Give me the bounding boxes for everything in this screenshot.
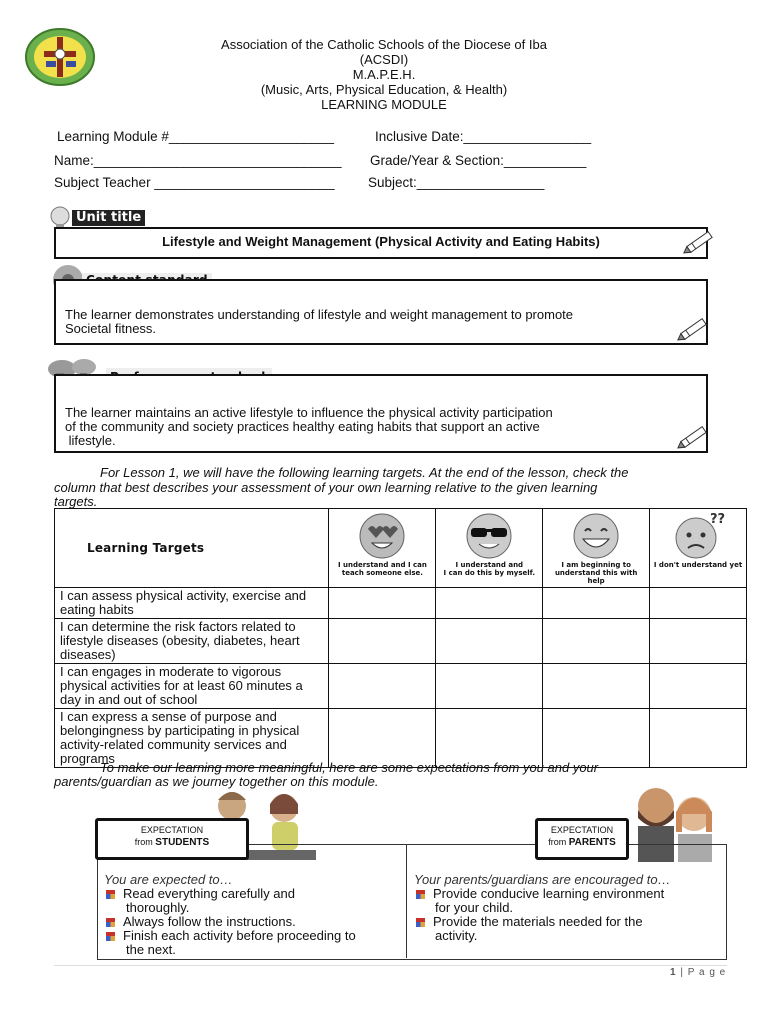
rating-caption-1b: teach someone else. <box>341 569 423 577</box>
check-cell[interactable] <box>436 709 543 768</box>
target-3: I can engages in moderate to vigorous physical activities for at least 60 minutes a day in and out of school <box>55 664 329 709</box>
table-row <box>55 664 747 709</box>
bullet-icon <box>106 932 115 941</box>
list-item-cont: activity. <box>435 928 478 943</box>
subject-teacher-field[interactable]: Subject Teacher ________________________ <box>54 175 335 190</box>
rating-column-4 <box>650 509 747 588</box>
grinning-emoji-icon <box>568 511 624 561</box>
confused-emoji-icon <box>670 511 726 561</box>
page-footer: 1 | P a g e <box>670 967 727 978</box>
rating-column-1 <box>329 509 436 588</box>
list-item: Read everything carefully and <box>106 887 295 901</box>
parents-label-title: EXPECTATION <box>550 825 614 835</box>
check-cell[interactable] <box>436 664 543 709</box>
check-cell[interactable] <box>329 619 436 664</box>
students-lead: You are expected to… <box>104 872 233 887</box>
heart-eyes-emoji-icon <box>354 511 410 561</box>
document-title: LEARNING MODULE <box>321 97 447 112</box>
rating-caption-2b: I can do this by myself. <box>443 569 535 577</box>
check-cell[interactable] <box>650 588 747 619</box>
expectations-divider <box>406 844 407 958</box>
unit-title-text: Lifestyle and Weight Management (Physical Activity and Eating Habits) <box>162 234 600 249</box>
parents-label-sub: from PARENTS <box>548 837 616 848</box>
bullet-icon <box>416 890 425 899</box>
list-item-cont: thoroughly. <box>126 900 190 915</box>
rating-caption-2a: I understand and <box>455 561 524 569</box>
sunglasses-emoji-icon <box>461 511 517 561</box>
rating-column-3 <box>543 509 650 588</box>
table-row <box>55 619 747 664</box>
learning-targets-table <box>54 508 747 768</box>
table-header-row <box>55 509 747 588</box>
check-cell[interactable] <box>650 709 747 768</box>
module-number-field[interactable]: Learning Module #______________________ <box>57 129 335 144</box>
subject-full: (Music, Arts, Physical Education, & Health) <box>260 82 508 97</box>
check-cell[interactable] <box>650 664 747 709</box>
list-item: Provide conducive learning environment <box>416 887 664 901</box>
rating-column-2 <box>436 509 543 588</box>
check-cell[interactable] <box>329 664 436 709</box>
check-cell[interactable] <box>329 588 436 619</box>
rating-caption-3a: I am beginning to <box>561 561 631 569</box>
name-field[interactable]: Name:_________________________________ <box>54 153 342 168</box>
content-standard-line1: The learner demonstrates understanding of lifestyle and weight management to promote <box>65 307 574 322</box>
target-4: I can express a sense of purpose and belongingness by participating in physical activity-related community services and programs <box>55 709 329 768</box>
org-acronym: (ACSDI) <box>359 52 409 67</box>
intro-line2: column that best describes your assessment of your own learning relative to the given learning <box>54 480 598 495</box>
parents-lead: Your parents/guardians are encouraged to… <box>414 872 671 887</box>
students-label-box <box>95 818 249 860</box>
list-item-cont: the next. <box>126 942 176 957</box>
performance-standard-line2: of the community and society practices healthy eating habits that support an active <box>65 419 540 434</box>
students-label-title: EXPECTATION <box>140 825 204 835</box>
intro-line3: targets. <box>54 494 98 509</box>
bullet-icon <box>416 918 425 927</box>
bullet-icon <box>106 890 115 899</box>
check-cell[interactable] <box>436 588 543 619</box>
content-standard-line2: Societal fitness. <box>65 321 157 336</box>
intro-line1: For Lesson 1, we will have the following learning targets. At the end of the lesson, check the <box>100 465 629 480</box>
check-cell[interactable] <box>543 709 650 768</box>
list-item-cont: for your child. <box>435 900 514 915</box>
check-cell[interactable] <box>650 619 747 664</box>
footer-rule <box>54 965 727 966</box>
target-2: I can determine the risk factors related to lifestyle diseases (obesity, diabetes, heart diseases) <box>55 619 329 664</box>
students-label-sub: from STUDENTS <box>134 837 210 848</box>
expect-intro-line1: To make our learning more meaningful, here are some expectations from you and your <box>100 760 599 775</box>
inclusive-date-field[interactable]: Inclusive Date:_________________ <box>375 129 592 144</box>
check-cell[interactable] <box>543 664 650 709</box>
svg-text:??: ?? <box>710 512 726 527</box>
table-row <box>55 588 747 619</box>
list-item: Finish each activity before proceeding to <box>106 929 356 943</box>
performance-standard-line1: The learner maintains an active lifestyle to influence the physical activity participation <box>65 405 553 420</box>
check-cell[interactable] <box>543 619 650 664</box>
bullet-icon <box>106 918 115 927</box>
check-cell[interactable] <box>436 619 543 664</box>
subject-acronym: M.A.P.E.H. <box>352 67 416 82</box>
check-cell[interactable] <box>329 709 436 768</box>
pencil-icon <box>676 313 712 343</box>
subject-field[interactable]: Subject:_________________ <box>368 175 545 190</box>
rating-caption-4: I don't understand yet <box>653 561 743 569</box>
learning-targets-header: Learning Targets <box>55 509 329 588</box>
parents-label-box <box>535 818 629 860</box>
check-cell[interactable] <box>543 588 650 619</box>
expect-intro-line2: parents/guardian as we journey together on this module. <box>54 774 379 789</box>
target-1: I can assess physical activity, exercise and eating habits <box>55 588 329 619</box>
pencil-icon <box>682 226 718 256</box>
performance-standard-line3: lifestyle. <box>65 433 116 448</box>
rating-caption-3b: understand this with help <box>554 569 638 585</box>
org-name: Association of the Catholic Schools of the Diocese of Iba <box>221 37 547 52</box>
table-row <box>55 709 747 768</box>
unit-title-label: Unit title <box>72 210 145 226</box>
grade-section-field[interactable]: Grade/Year & Section:___________ <box>370 153 587 168</box>
list-item: Always follow the instructions. <box>106 915 296 929</box>
rating-caption-1a: I understand and I can <box>337 561 427 569</box>
list-item: Provide the materials needed for the <box>416 915 643 929</box>
pencil-icon <box>676 421 712 451</box>
